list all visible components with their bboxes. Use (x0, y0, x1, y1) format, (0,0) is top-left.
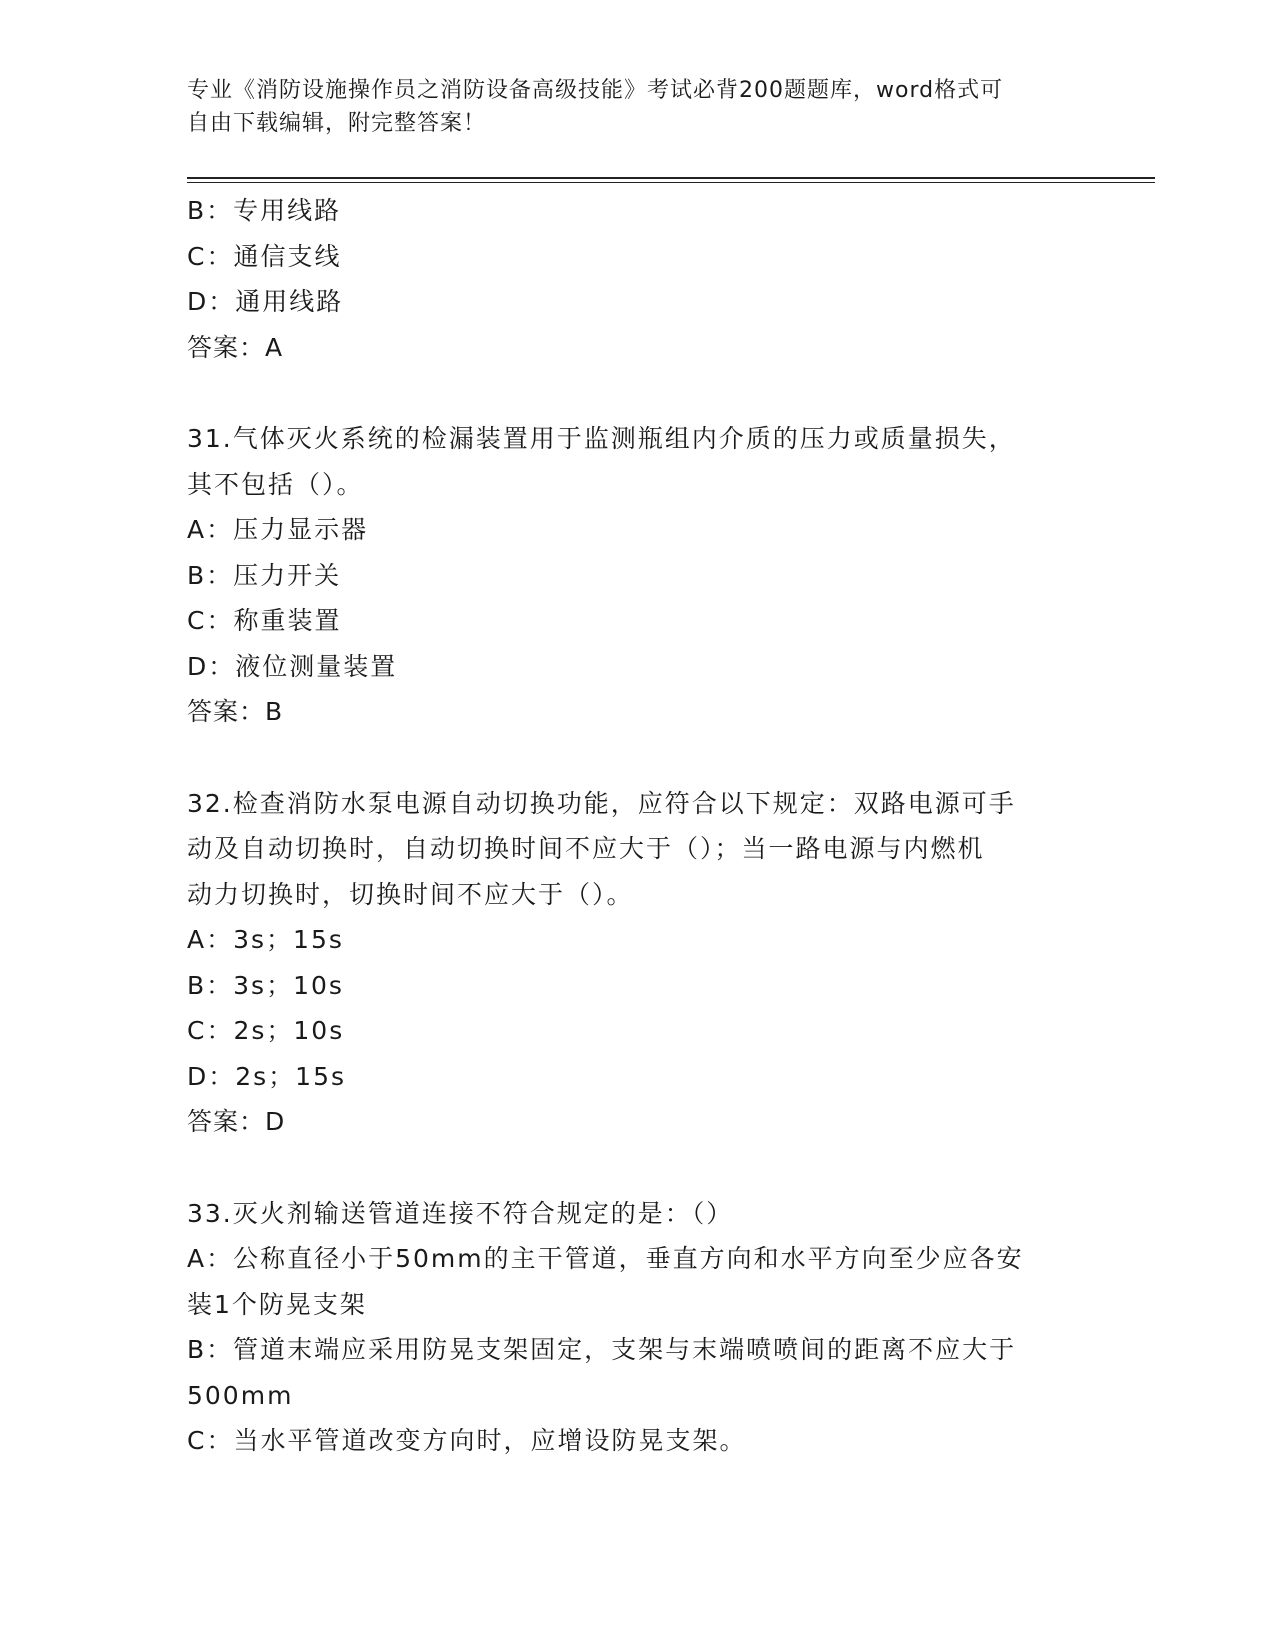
q31-option-d: D：液位测量装置 (187, 651, 398, 681)
q32-stem-line-2: 动及自动切换时，自动切换时间不应大于（）；当一路电源与内燃机 (187, 834, 985, 863)
header-divider-thick (187, 177, 1155, 179)
header-line-1: 专业《消防设施操作员之消防设备高级技能》考试必背200题题库，word格式可 (187, 78, 1004, 103)
q33-stem-line-1: 33.灭火剂输送管道连接不符合规定的是：（） (187, 1198, 734, 1228)
q31-stem-line-1: 31.气体灭火系统的检漏装置用于监测瓶组内介质的压力或质量损失， (187, 424, 1016, 453)
q32-option-d: D：2s；15s (187, 1061, 347, 1091)
spacer (187, 1145, 1087, 1191)
q33-option-a-line-2: 装1个防晃支架 (187, 1289, 367, 1319)
q32-stem-line-1: 32.检查消防水泵电源自动切换功能，应符合以下规定：双路电源可手 (187, 788, 1016, 818)
q33-option-c: C：当水平管道改变方向时，应增设防晃支架。 (187, 1426, 747, 1455)
q32-option-b: B：3s；10s (187, 970, 344, 1000)
q33-option-b-line-2: 500mm (187, 1380, 294, 1410)
header-line-2: 自由下载编辑，附完整答案！ (187, 111, 487, 136)
q33-option-a-line-1: A：公称直径小于50mm的主干管道，垂直方向和水平方向至少应各安 (187, 1244, 1024, 1273)
header-divider-thin (187, 182, 1155, 183)
q31-answer: 答案：B (187, 697, 284, 726)
q32-option-a: A：3s；15s (187, 925, 344, 954)
q31-option-b: B：压力开关 (187, 560, 342, 590)
question-content (187, 188, 1087, 1464)
q33-option-b-line-1: B：管道末端应采用防晃支架固定，支架与末端喷喷间的距离不应大于 (187, 1335, 1017, 1364)
q31-option-a: A：压力显示器 (187, 515, 369, 544)
q32-option-c: C：2s；10s (187, 1016, 345, 1045)
q31-option-c: C：称重装置 (187, 606, 342, 635)
q32-answer: 答案：D (187, 1107, 286, 1136)
spacer (187, 370, 1087, 416)
spacer (187, 735, 1087, 781)
q30-answer: 答案：A (187, 332, 284, 362)
q30-option-b: B：专用线路 (187, 196, 342, 225)
q30-option-c: C：通信支线 (187, 241, 342, 271)
q30-option-d: D：通用线路 (187, 287, 344, 316)
document-header (187, 74, 1067, 140)
q31-stem-line-2: 其不包括（）。 (187, 469, 364, 499)
q32-stem-line-3: 动力切换时，切换时间不应大于（）。 (187, 879, 634, 909)
